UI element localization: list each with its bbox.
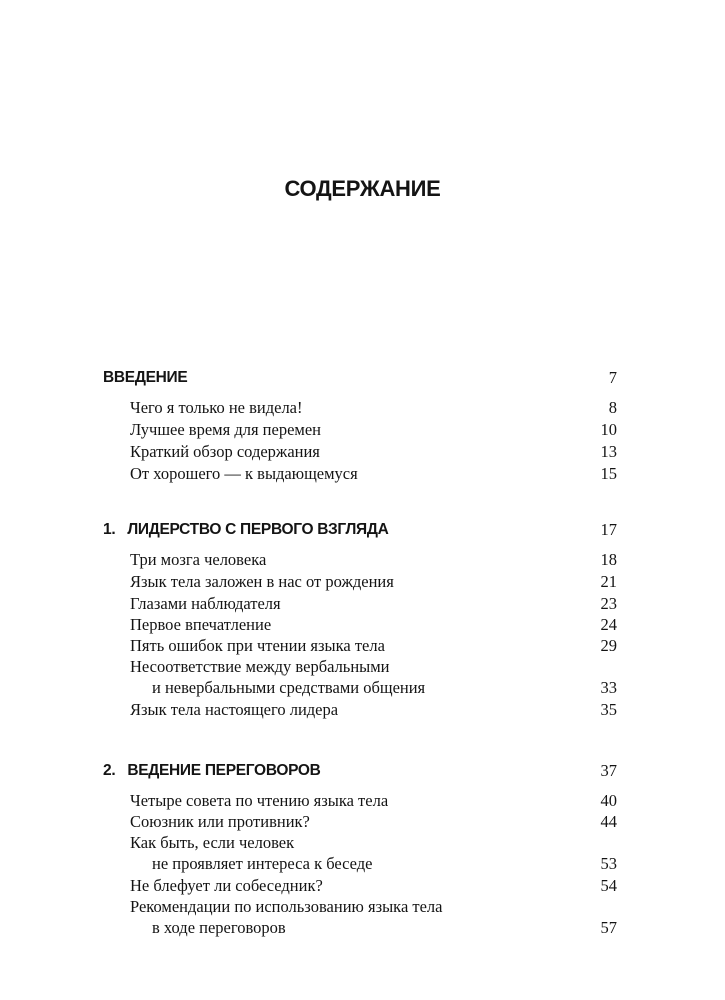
page-number: 10 xyxy=(600,420,617,439)
toc-entry-line1[interactable] xyxy=(0,896,725,918)
page-number: 40 xyxy=(600,791,617,810)
page-number: 29 xyxy=(600,636,617,655)
entry-label: Пять ошибок при чтении языка тела xyxy=(130,636,385,655)
page-number: 23 xyxy=(600,594,617,613)
page-number: 7 xyxy=(608,368,617,387)
page-number: 37 xyxy=(600,761,617,780)
entry-label: Три мозга человека xyxy=(130,550,267,569)
toc-entry[interactable] xyxy=(0,614,725,636)
chapter-number: 2. xyxy=(103,762,116,779)
heading-label: ВВЕДЕНИЕ xyxy=(103,369,188,386)
entry-label: Язык тела заложен в нас от рождения xyxy=(130,572,394,591)
toc-entry[interactable] xyxy=(0,875,725,897)
toc-heading-introduction[interactable] xyxy=(0,367,725,389)
page-number: 21 xyxy=(600,572,617,591)
entry-label: Краткий обзор содержания xyxy=(130,442,320,461)
entry-label-continued: не проявляет интереса к беседе xyxy=(152,854,373,873)
entry-label: Глазами наблюдателя xyxy=(130,594,281,613)
page-number: 44 xyxy=(600,812,617,831)
toc-entry-line1[interactable] xyxy=(0,656,725,678)
toc-heading-chapter-1[interactable] xyxy=(0,519,725,541)
entry-label-continued: и невербальными средствами общения xyxy=(152,678,426,697)
entry-label: Четыре совета по чтению языка тела xyxy=(130,791,389,810)
toc-entry[interactable] xyxy=(0,571,725,593)
entry-label: Язык тела настоящего лидера xyxy=(130,700,339,719)
page-number: 15 xyxy=(600,464,617,483)
entry-label: От хорошего — к выдающемуся xyxy=(130,464,358,483)
page-number: 24 xyxy=(600,615,617,634)
entry-label: Первое впечатление xyxy=(130,615,272,634)
toc-entry[interactable] xyxy=(0,441,725,463)
toc-entry[interactable] xyxy=(0,811,725,833)
page-number: 53 xyxy=(600,854,617,873)
entry-label: Как быть, если человек xyxy=(130,833,295,852)
toc-entry-line1[interactable] xyxy=(0,832,725,854)
toc-entry[interactable] xyxy=(0,549,725,571)
toc-entry[interactable] xyxy=(0,790,725,812)
page-number: 8 xyxy=(608,398,617,417)
page-number: 33 xyxy=(600,678,617,697)
toc-entry[interactable] xyxy=(0,463,725,485)
heading-label: ЛИДЕРСТВО С ПЕРВОГО ВЗГЛЯДА xyxy=(127,521,389,538)
page-title: СОДЕРЖАНИЕ xyxy=(284,176,441,201)
toc-entry[interactable] xyxy=(0,419,725,441)
page-number: 35 xyxy=(600,700,617,719)
entry-label: Рекомендации по использованию языка тела xyxy=(130,897,443,916)
toc-entry[interactable] xyxy=(0,397,725,419)
page-number: 17 xyxy=(600,520,617,539)
toc-heading-chapter-2[interactable] xyxy=(0,760,725,782)
toc-entry-line2[interactable] xyxy=(0,917,725,939)
entry-label: Союзник или противник? xyxy=(130,812,310,831)
entry-label-continued: в ходе переговоров xyxy=(152,918,286,937)
heading-label: ВЕДЕНИЕ ПЕРЕГОВОРОВ xyxy=(127,762,321,779)
entry-label: Не блефует ли собеседник? xyxy=(130,876,323,895)
entry-label: Лучшее время для перемен xyxy=(130,420,321,439)
toc-entry-line2[interactable] xyxy=(0,853,725,875)
toc-entry[interactable] xyxy=(0,635,725,657)
toc-entry[interactable] xyxy=(0,593,725,615)
chapter-number: 1. xyxy=(103,521,116,538)
entry-label: Чего я только не видела! xyxy=(130,398,303,417)
toc-entry-line2[interactable] xyxy=(0,677,725,699)
page-number: 18 xyxy=(600,550,617,569)
entry-label: Несоответствие между вербальными xyxy=(130,657,390,676)
page-number: 13 xyxy=(600,442,617,461)
toc-entry[interactable] xyxy=(0,699,725,721)
page-number: 54 xyxy=(600,876,617,895)
page-number: 57 xyxy=(600,918,617,937)
